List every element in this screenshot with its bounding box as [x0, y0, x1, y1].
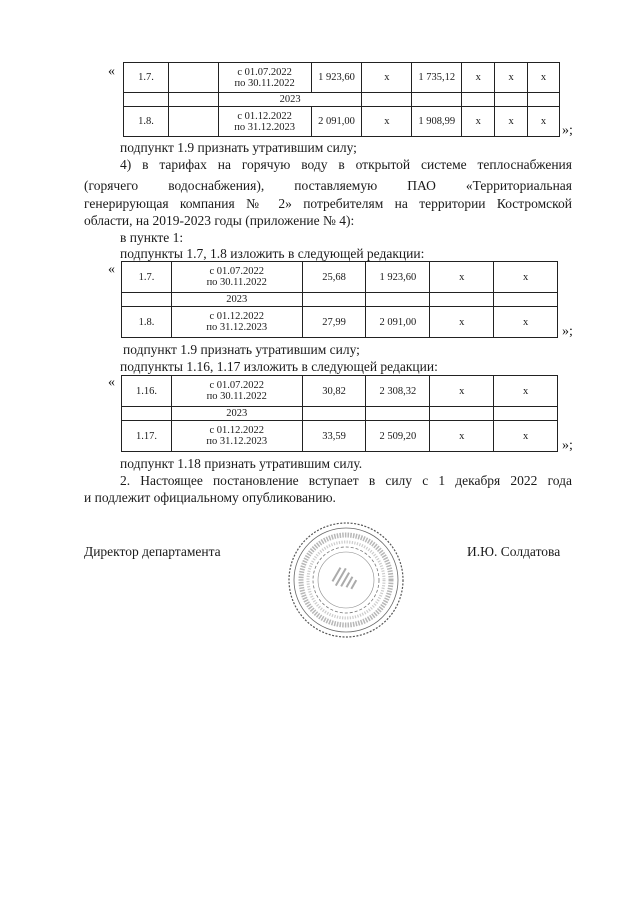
table-row: [122, 293, 558, 307]
table-row: [122, 407, 558, 421]
paragraph: 4) в тарифах на горячую воду в открытой системе теплоснабжения: [120, 157, 572, 172]
paragraph: (горячего водоснабжения), поставляемую ПАО «Территориальная: [84, 178, 572, 193]
official-seal: [286, 520, 406, 640]
paragraph: подпункт 1.18 признать утратившим силу.: [120, 456, 363, 471]
paragraph: 2. Настоящее постановление вступает в силу с 1 декабря 2022 года: [120, 473, 572, 488]
signatory-position: Директор департамента: [84, 544, 221, 559]
table-row: 1.8. с 01.12.2022 по 31.12.2023 27,99 2 091,00 х х: [122, 307, 558, 338]
table3-close-quote: »;: [562, 438, 573, 453]
period-cell: с 01.12.2022 по 31.12.2023: [218, 107, 311, 137]
table2: [121, 261, 558, 338]
year-cell: 2023: [171, 407, 302, 421]
table2-close-quote: »;: [562, 324, 573, 339]
period-cell: с 01.07.2022 по 30.11.2022: [218, 63, 311, 93]
paragraph: подпункты 1.7, 1.8 изложить в следующей редакции:: [120, 246, 425, 261]
period-cell: с 01.07.2022 по 30.11.2022: [171, 376, 302, 407]
paragraph: подпункты 1.16, 1.17 изложить в следующей редакции:: [120, 359, 438, 374]
table-row: 1.7. с 01.07.2022 по 30.11.2022 25,68 1 923,60 х х: [122, 262, 558, 293]
table1: [123, 62, 560, 137]
period-cell: с 01.07.2022 по 30.11.2022: [171, 262, 302, 293]
table1-close-quote: »;: [562, 123, 573, 138]
signatory-name: И.Ю. Солдатова: [467, 544, 561, 559]
year-cell: 2023: [218, 93, 362, 107]
table2-open-quote: «: [108, 262, 115, 277]
paragraph: генерирующая компания № 2» потребителям на территории Костромской: [84, 196, 572, 211]
table-row: 1.7. с 01.07.2022 по 30.11.2022 1 923,60 х 1 735,12 х х х: [124, 63, 560, 93]
table1-open-quote: «: [108, 64, 115, 79]
table-row: [124, 93, 560, 107]
year-cell: 2023: [171, 293, 302, 307]
table-row: 1.17. с 01.12.2022 по 31.12.2023 33,59 2 509,20 х х: [122, 421, 558, 452]
table3-open-quote: «: [108, 375, 115, 390]
table3: [121, 375, 558, 452]
paragraph: и подлежит официальному опубликованию.: [84, 490, 336, 505]
table-cell: 1.7.: [124, 63, 169, 93]
paragraph: области, на 2019-2023 годы (приложение № 4):: [84, 213, 355, 228]
period-cell: с 01.12.2022 по 31.12.2023: [171, 307, 302, 338]
period-cell: с 01.12.2022 по 31.12.2023: [171, 421, 302, 452]
table-row: 1.8. с 01.12.2022 по 31.12.2023 2 091,00 х 1 908,99 х х х: [124, 107, 560, 137]
table-row: 1.16. с 01.07.2022 по 30.11.2022 30,82 2 308,32 х х: [122, 376, 558, 407]
paragraph: подпункт 1.9 признать утратившим силу;: [120, 140, 357, 155]
paragraph: подпункт 1.9 признать утратившим силу;: [123, 342, 360, 357]
paragraph: в пункте 1:: [120, 230, 184, 245]
